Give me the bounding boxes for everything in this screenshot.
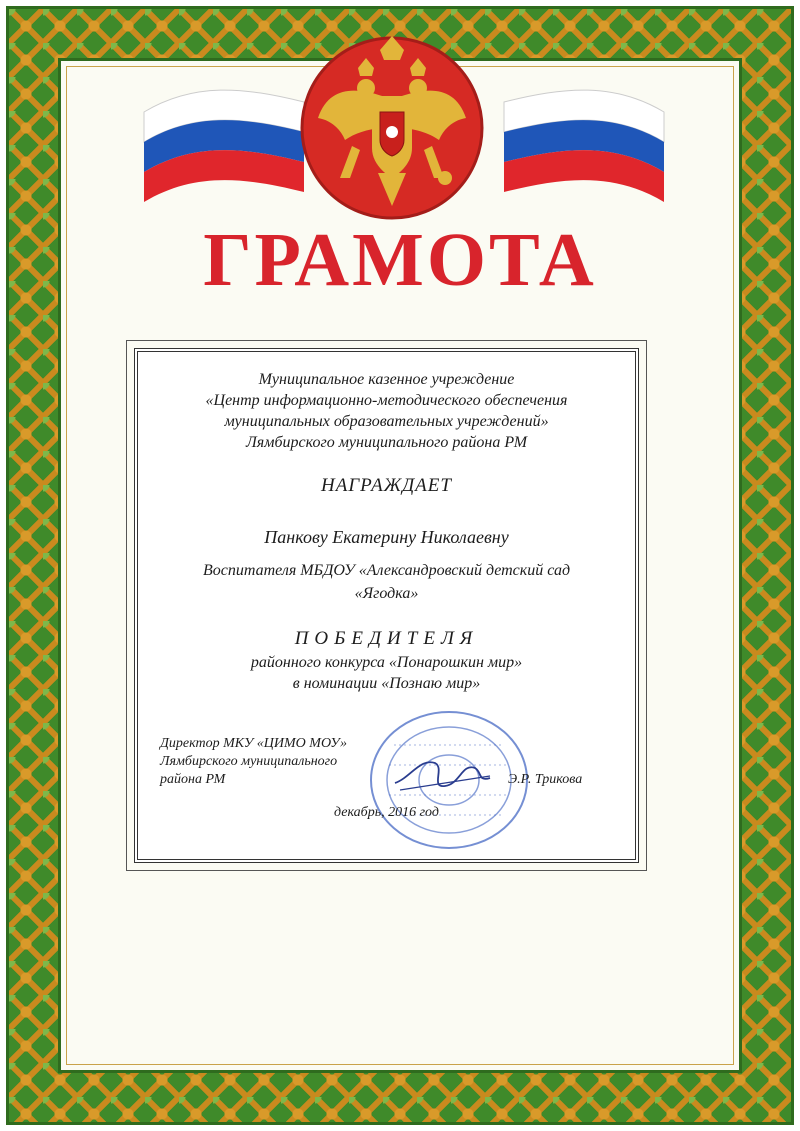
org-line-4: Лямбирского муниципального района РМ: [245, 434, 528, 451]
signatory-line-2: Лямбирского муниципального: [160, 754, 338, 769]
awards-heading: НАГРАЖДАЕТ: [321, 475, 452, 496]
coat-of-arms-icon: [300, 28, 484, 228]
recipient-position-line-1: Воспитателя МБДОУ «Александровский детский сад: [202, 562, 571, 579]
contest-line-1: районного конкурса «Понарошкин мир»: [250, 654, 523, 671]
certificate-date: декабрь, 2016 год: [334, 805, 439, 820]
org-line-3: муниципальных образовательных учреждений»: [224, 413, 549, 430]
signatory-line-1: Директор МКУ «ЦИМО МОУ»: [160, 736, 348, 751]
winner-heading: ПОБЕДИТЕЛЯ: [294, 628, 479, 649]
recipient-name: Панкову Екатерину Николаевну: [264, 527, 509, 547]
signatory-name: Э.Р. Трикова: [508, 772, 583, 787]
org-line-2: «Центр информационно-методического обеспечения: [205, 392, 568, 409]
signatory-line-3: района РМ: [160, 772, 226, 787]
page-title: ГРАМОТА: [203, 218, 597, 302]
contest-line-2: в номинации «Познаю мир»: [292, 675, 481, 692]
signature-icon: [390, 748, 500, 798]
recipient-position-line-2: «Ягодка»: [354, 585, 419, 602]
org-line-1: Муниципальное казенное учреждение: [258, 371, 515, 388]
